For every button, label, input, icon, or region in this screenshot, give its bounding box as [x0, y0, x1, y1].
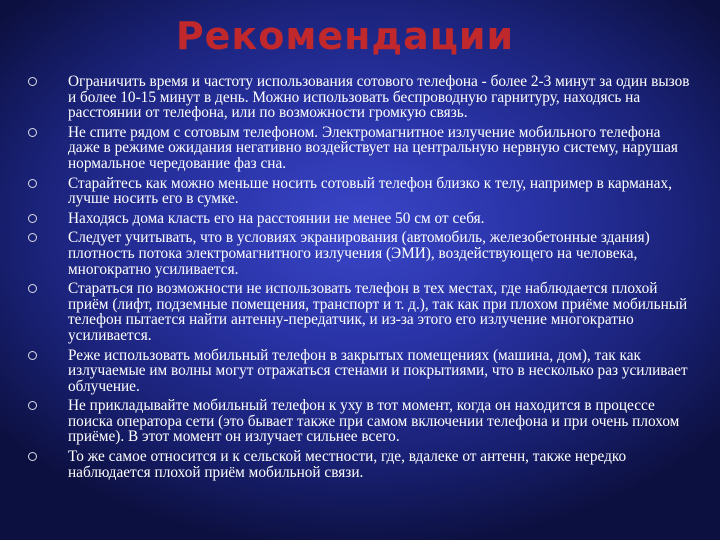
circle-bullet-icon — [28, 179, 37, 188]
circle-bullet-icon — [28, 214, 37, 223]
circle-bullet-icon — [28, 401, 37, 410]
circle-bullet-icon — [28, 77, 37, 86]
bullet-text: Не прикладывайте мобильный телефон к уху в тот момент, когда он находится в процессе поиска оператора сети (это бывает также при самом включении телефона и при очень плохом приёме). В этот момент он излучает сильнее всего. — [68, 397, 680, 446]
circle-bullet-icon — [28, 452, 37, 461]
list-item — [28, 230, 693, 277]
list-item — [28, 348, 693, 395]
slide-title: Рекомендации — [175, 14, 515, 58]
circle-bullet-icon — [28, 233, 37, 242]
list-item — [28, 176, 693, 207]
list-item — [28, 74, 693, 121]
circle-bullet-icon — [28, 351, 37, 360]
bullet-text: Следует учитывать, что в условиях экранирования (автомобиль, железобетонные здания) плотность потока электромагнитного излучения (ЭМИ), воздействующего на человека, многократно усиливается. — [68, 229, 650, 278]
list-item — [28, 125, 693, 172]
bullet-text: Старайтесь как можно меньше носить сотовый телефон близко к телу, например в карманах, лучше носить его в сумке. — [68, 174, 672, 208]
list-item — [28, 211, 693, 227]
circle-bullet-icon — [28, 128, 37, 137]
bullet-text: Ограничить время и частоту использования сотового телефона - более 2-3 минут за один вызов и более 10-15 минут в день. Можно использовать беспроводную гарнитуру, находясь на расстоянии от телефона, или по возможности громкую связь. — [68, 73, 690, 122]
bullet-text: Находясь дома класть его на расстоянии не менее 50 см от себя. — [68, 209, 485, 227]
list-item — [28, 398, 693, 445]
bullet-text: Реже использовать мобильный телефон в закрытых помещениях (машина, дом), так как излучаемые им волны могут отражаться стенами и покрытиями, что в несколько раз усиливает облучение. — [68, 346, 688, 395]
bullet-text: Не спите рядом с сотовым телефоном. Электромагнитное излучение мобильного телефона даже в режиме ожидания негативно воздействует на центральную нервную систему, нарушая нормальное чередование фаз сна. — [68, 123, 678, 172]
list-item — [28, 449, 693, 480]
list-item — [28, 281, 693, 343]
bullet-text: Стараться по возможности не использовать телефон в тех местах, где наблюдается плохой приём (лифт, подземные помещения, транспорт и т. д.), так как при плохом приёме мобильный телефон пытается найти антенну-передатчик, и из-за этого его излучение многократно усиливается. — [68, 280, 688, 344]
circle-bullet-icon — [28, 284, 37, 293]
bullet-text: То же самое относится и к сельской местности, где, вдалеке от антенн, также нередко наблюдается плохой приём мобильной связи. — [68, 448, 627, 481]
bullet-list — [28, 74, 693, 484]
